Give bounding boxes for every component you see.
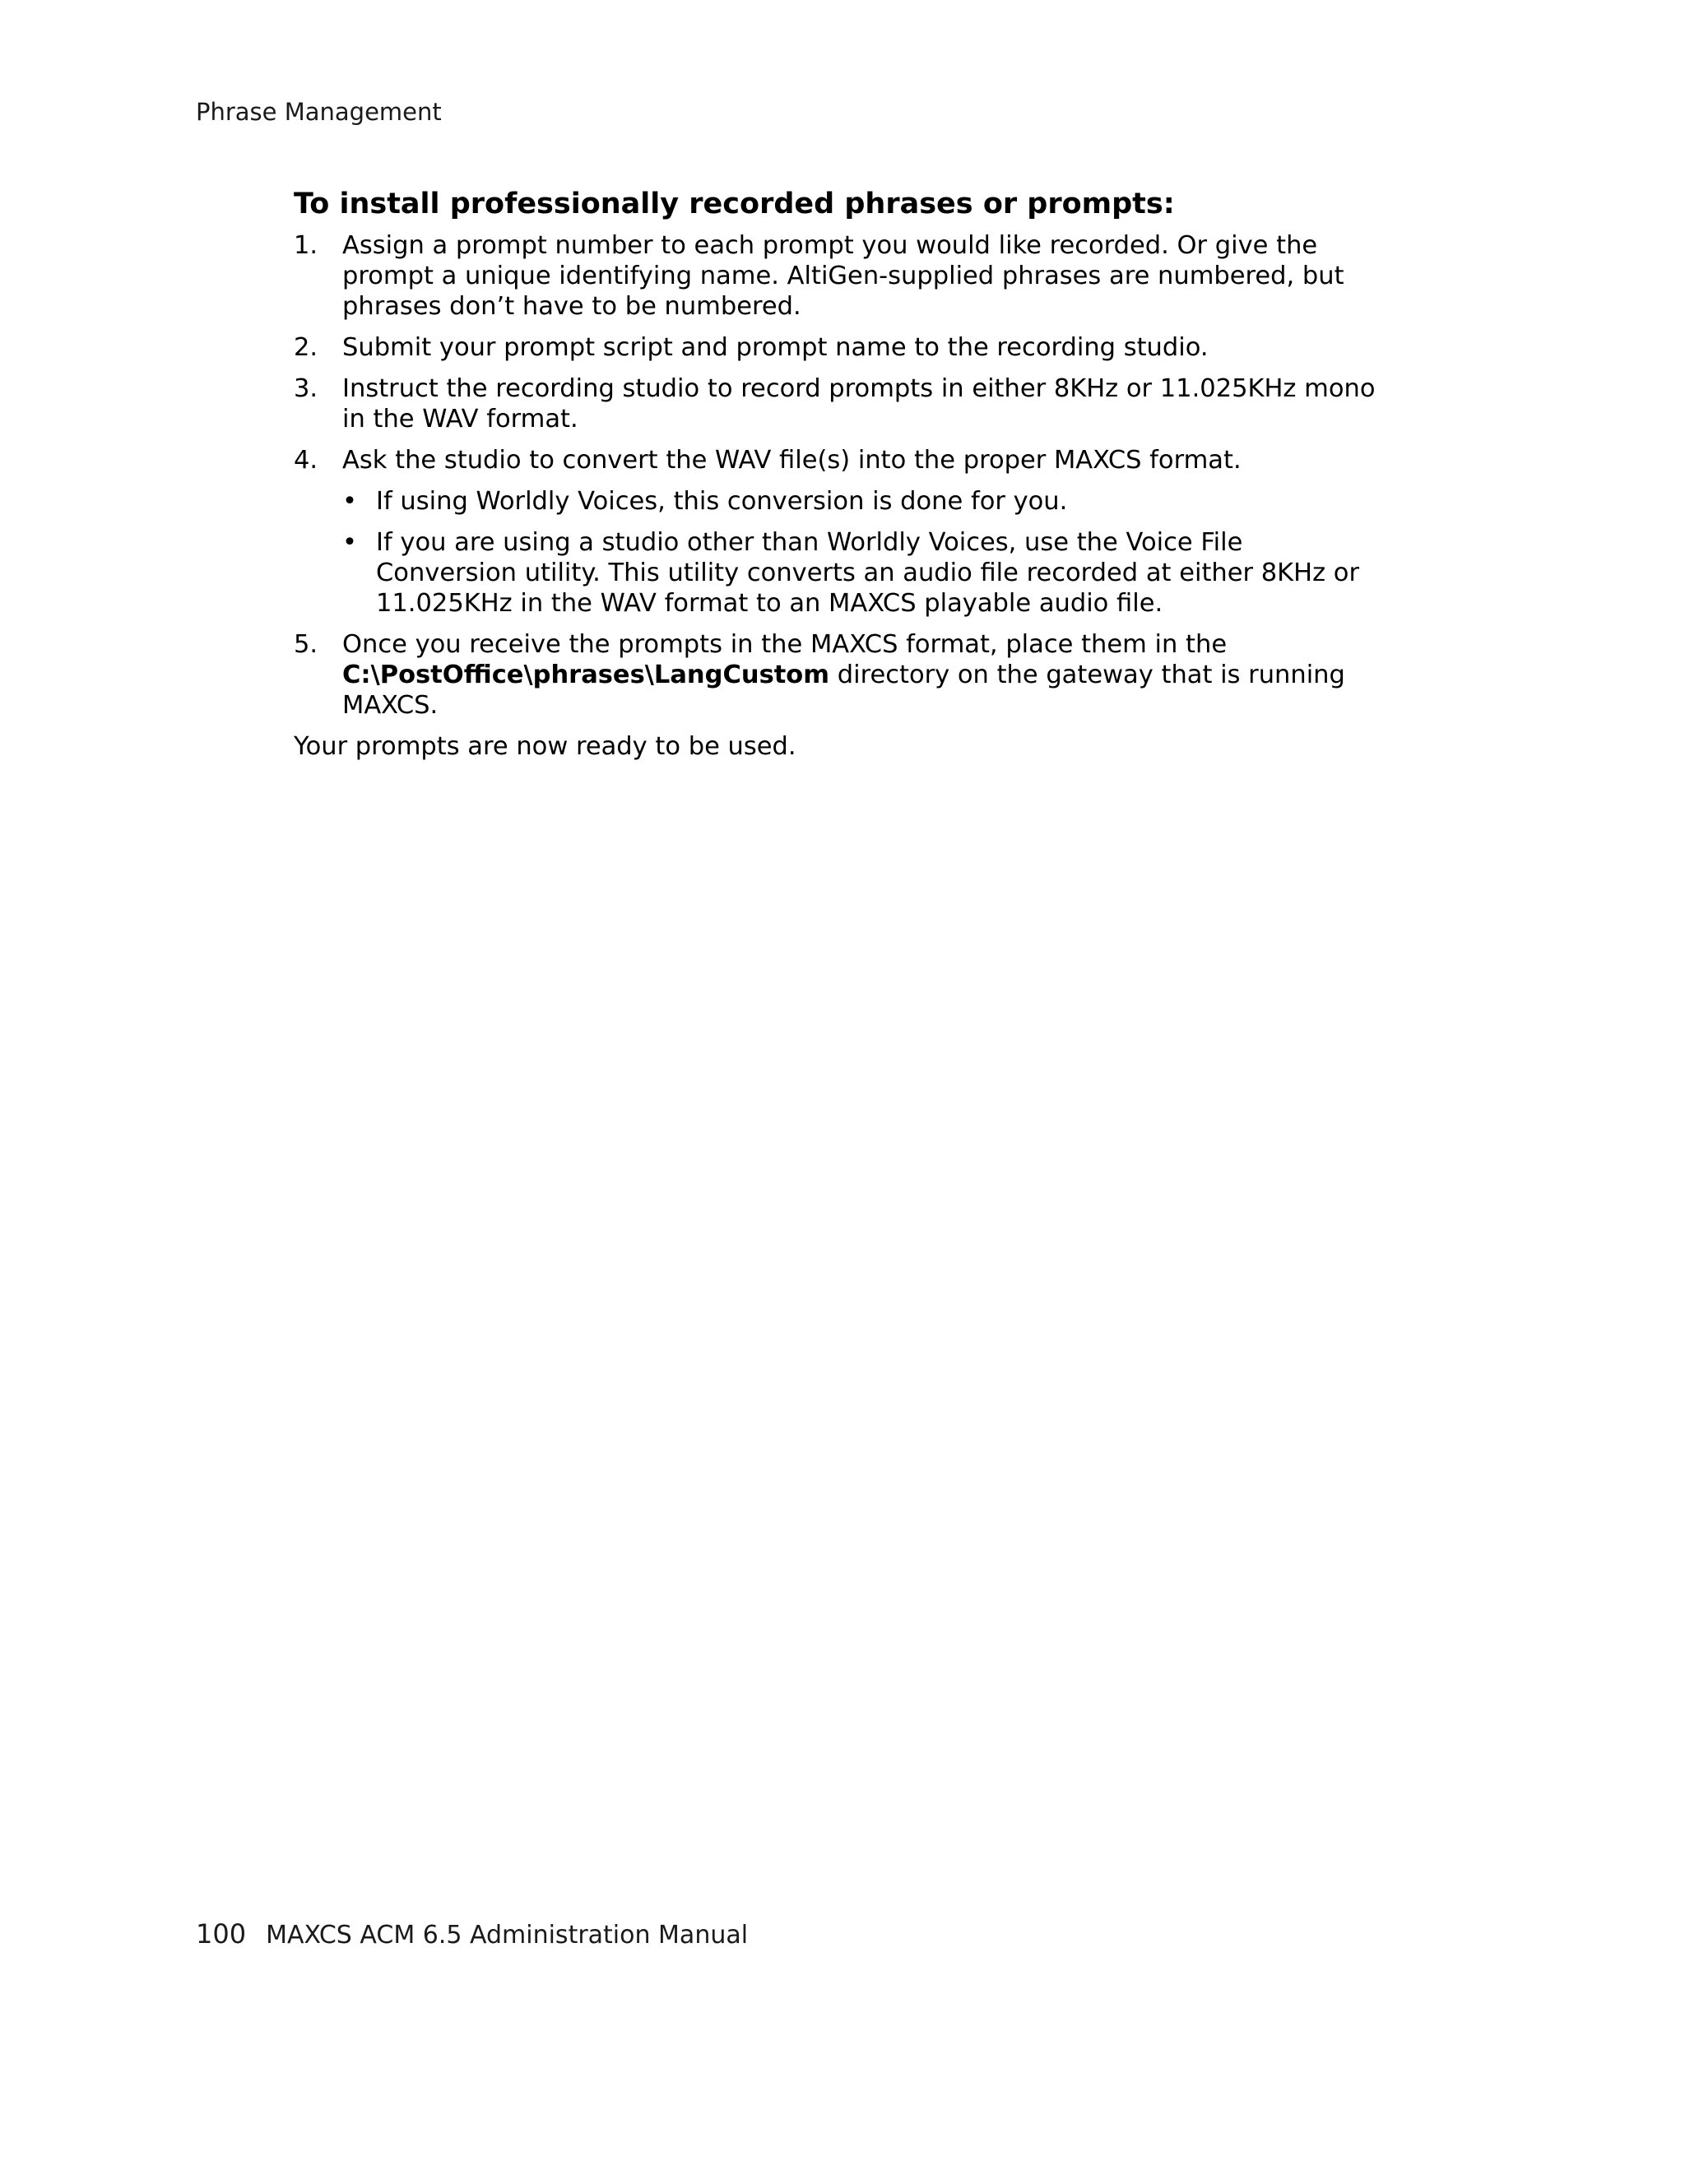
bullet-marker: • [342,528,357,557]
running-header: Phrase Management [196,98,442,126]
step-number: 4. [294,446,318,475]
step-list [294,230,1380,721]
bullet-list [342,486,1380,619]
page-footer [196,1917,748,1952]
procedure-section [294,184,1380,762]
closing-text: Your prompts are now ready to be used. [294,732,796,761]
procedure-heading: To install professionally recorded phrases or prompts: [294,188,1175,220]
bullet-text: If using Worldly Voices, this conversion is done for you. [376,487,1068,516]
step-text: Ask the studio to convert the WAV file(s) into the proper MAXCS format. [342,446,1242,475]
step-text: Instruct the recording studio to record prompts in either 8KHz or 11.025KHz mono in the WAV format. [342,374,1376,434]
step-text-after: directory on the gateway that is running MAXCS. [342,661,1345,720]
step-text: Assign a prompt number to each prompt you would like recorded. Or give the prompt a unique identifying name. AltiGen-supplied phrases are numbered, but phrases don’t have to be numbered. [342,231,1344,321]
bullet-text: If you are using a studio other than Worldly Voices, use the Voice File Conversion utility. This utility converts an audio file recorded at either 8KHz or 11.025KHz in the WAV format to an MAXCS playable audio file. [376,528,1359,618]
step-number: 3. [294,374,318,403]
step-item [294,230,1380,322]
manual-title: MAXCS ACM 6.5 Administration Manual [266,1921,749,1950]
step-number: 1. [294,231,318,260]
step-item [294,629,1380,721]
step-item [294,373,1380,434]
step-item [294,332,1380,363]
page-number: 100 [196,1918,247,1950]
step-number: 5. [294,630,318,659]
bullet-marker: • [342,487,357,516]
bullet-item [342,527,1380,619]
step-text-before: Once you receive the prompts in the MAXCS format, place them in the [342,630,1228,659]
step-item [294,445,1380,619]
bullet-item [342,486,1380,517]
directory-path: C:\PostOffice\phrases\LangCustom [342,661,830,689]
step-text: Submit your prompt script and prompt name to the recording studio. [342,333,1209,362]
step-number: 2. [294,333,318,362]
